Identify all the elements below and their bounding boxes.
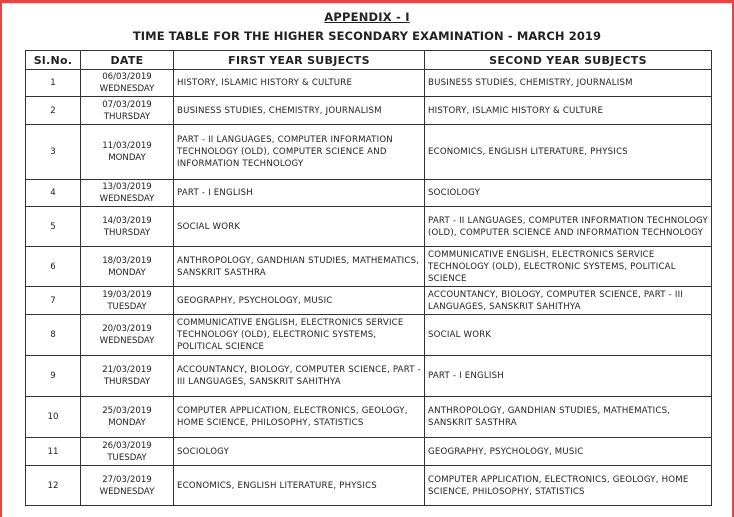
row-date-cell xyxy=(81,356,174,397)
table-row xyxy=(26,180,712,207)
row-first-year: HISTORY, ISLAMIC HISTORY & CULTURE xyxy=(174,70,425,97)
row-first-year: SOCIOLOGY xyxy=(174,438,425,466)
table-row xyxy=(26,97,712,125)
row-day: THURSDAY xyxy=(103,111,151,122)
row-date-cell xyxy=(81,315,174,356)
row-date-cell xyxy=(81,247,174,287)
table-row xyxy=(26,397,712,438)
row-day: THURSDAY xyxy=(103,227,151,238)
row-date: 13/03/2019 xyxy=(102,182,152,192)
row-second-year: HISTORY, ISLAMIC HISTORY & CULTURE xyxy=(425,97,712,125)
row-date-cell xyxy=(81,180,174,207)
row-second-year: SOCIOLOGY xyxy=(425,180,712,207)
row-second-year: COMPUTER APPLICATION, ELECTRONICS, GEOLOGY, HOME SCIENCE, PHILOSOPHY, STATISTICS xyxy=(425,466,712,506)
row-second-year: ANTHROPOLOGY, GANDHIAN STUDIES, MATHEMATICS, SANSKRIT SASTHRA xyxy=(425,397,712,438)
row-date: 19/03/2019 xyxy=(102,289,152,300)
row-first-year: COMPUTER APPLICATION, ELECTRONICS, GEOLOGY, HOME SCIENCE, PHILOSOPHY, STATISTICS xyxy=(174,397,425,438)
row-day: WEDNESDAY xyxy=(99,84,155,94)
col-header-second-year: SECOND YEAR SUBJECTS xyxy=(425,51,712,70)
row-first-year: GEOGRAPHY, PSYCHOLOGY, MUSIC xyxy=(174,287,425,315)
header-row xyxy=(26,51,712,70)
row-date-cell xyxy=(81,207,174,247)
row-date: 25/03/2019 xyxy=(102,406,152,416)
row-slno: 12 xyxy=(26,466,81,506)
row-slno: 2 xyxy=(26,97,81,125)
table-row xyxy=(26,466,712,506)
table-row xyxy=(26,125,712,180)
row-first-year: PART - I ENGLISH xyxy=(174,180,425,207)
row-first-year: COMMUNICATIVE ENGLISH, ELECTRONICS SERVICE TECHNOLOGY (OLD), ELECTRONIC SYSTEMS, POLITICAL SCIENCE xyxy=(174,315,425,356)
row-date-cell xyxy=(81,97,174,125)
row-date-cell xyxy=(81,125,174,180)
row-slno: 9 xyxy=(26,356,81,397)
row-date: 07/03/2019 xyxy=(102,99,152,110)
row-date: 21/03/2019 xyxy=(102,365,152,375)
row-day: WEDNESDAY xyxy=(99,486,155,497)
row-date: 27/03/2019 xyxy=(102,474,152,485)
table-row xyxy=(26,287,712,315)
row-day: TUESDAY xyxy=(107,301,147,312)
row-first-year: ACCOUNTANCY, BIOLOGY, COMPUTER SCIENCE, PART - III LANGUAGES, SANSKRIT SAHITHYA xyxy=(174,356,425,397)
row-second-year: ACCOUNTANCY, BIOLOGY, COMPUTER SCIENCE, PART - III LANGUAGES, SANSKRIT SAHITHYA xyxy=(425,287,712,315)
table-row xyxy=(26,207,712,247)
row-first-year: BUSINESS STUDIES, CHEMISTRY, JOURNALISM xyxy=(174,97,425,125)
row-slno: 7 xyxy=(26,287,81,315)
row-slno: 6 xyxy=(26,247,81,287)
row-date-cell xyxy=(81,466,174,506)
row-day: MONDAY xyxy=(108,153,146,163)
row-second-year: GEOGRAPHY, PSYCHOLOGY, MUSIC xyxy=(425,438,712,466)
table-row xyxy=(26,247,712,287)
row-slno: 1 xyxy=(26,70,81,97)
appendix-heading: APPENDIX - I xyxy=(324,10,410,24)
row-slno: 8 xyxy=(26,315,81,356)
row-date: 11/03/2019 xyxy=(102,141,152,151)
row-first-year: ANTHROPOLOGY, GANDHIAN STUDIES, MATHEMATICS, SANSKRIT SASTHRA xyxy=(174,247,425,287)
row-second-year: BUSINESS STUDIES, CHEMISTRY, JOURNALISM xyxy=(425,70,712,97)
table-row xyxy=(26,356,712,397)
table-row xyxy=(26,315,712,356)
row-date: 14/03/2019 xyxy=(102,215,152,226)
row-slno: 4 xyxy=(26,180,81,207)
col-header-first-year: FIRST YEAR SUBJECTS xyxy=(174,51,425,70)
row-first-year: PART - II LANGUAGES, COMPUTER INFORMATION TECHNOLOGY (OLD), COMPUTER SCIENCE AND INFORMATION TECHNOLOGY xyxy=(174,125,425,180)
row-slno: 10 xyxy=(26,397,81,438)
row-date-cell xyxy=(81,70,174,97)
row-second-year: ECONOMICS, ENGLISH LITERATURE, PHYSICS xyxy=(425,125,712,180)
row-day: THURSDAY xyxy=(103,377,151,387)
row-first-year: SOCIAL WORK xyxy=(174,207,425,247)
row-second-year: SOCIAL WORK xyxy=(425,315,712,356)
row-second-year: COMMUNICATIVE ENGLISH, ELECTRONICS SERVICE TECHNOLOGY (OLD), ELECTRONIC SYSTEMS, POLITICAL SCIENCE xyxy=(425,247,712,287)
row-date-cell xyxy=(81,287,174,315)
row-day: WEDNESDAY xyxy=(99,194,155,204)
row-day: MONDAY xyxy=(108,267,146,278)
row-date: 06/03/2019 xyxy=(102,72,152,82)
timetable xyxy=(25,50,712,506)
row-first-year: ECONOMICS, ENGLISH LITERATURE, PHYSICS xyxy=(174,466,425,506)
row-slno: 3 xyxy=(26,125,81,180)
row-second-year: PART - I ENGLISH xyxy=(425,356,712,397)
row-date-cell xyxy=(81,397,174,438)
row-day: MONDAY xyxy=(108,418,146,428)
row-second-year: PART - II LANGUAGES, COMPUTER INFORMATION TECHNOLOGY (OLD), COMPUTER SCIENCE AND INFORMATION TECHNOLOGY xyxy=(425,207,712,247)
row-day: TUESDAY xyxy=(107,452,147,463)
col-header-slno: Sl.No. xyxy=(26,51,81,70)
row-slno: 5 xyxy=(26,207,81,247)
window-border-top xyxy=(0,0,734,3)
row-day: WEDNESDAY xyxy=(99,336,155,346)
row-slno: 11 xyxy=(26,438,81,466)
col-header-date: DATE xyxy=(81,51,174,70)
page-title: TIME TABLE FOR THE HIGHER SECONDARY EXAMINATION - MARCH 2019 xyxy=(132,29,602,43)
row-date-cell xyxy=(81,438,174,466)
window-border-left xyxy=(0,0,2,517)
row-date: 20/03/2019 xyxy=(102,324,152,334)
table-row xyxy=(26,438,712,466)
table-row xyxy=(26,70,712,97)
row-date: 18/03/2019 xyxy=(102,255,152,266)
row-date: 26/03/2019 xyxy=(102,440,152,451)
